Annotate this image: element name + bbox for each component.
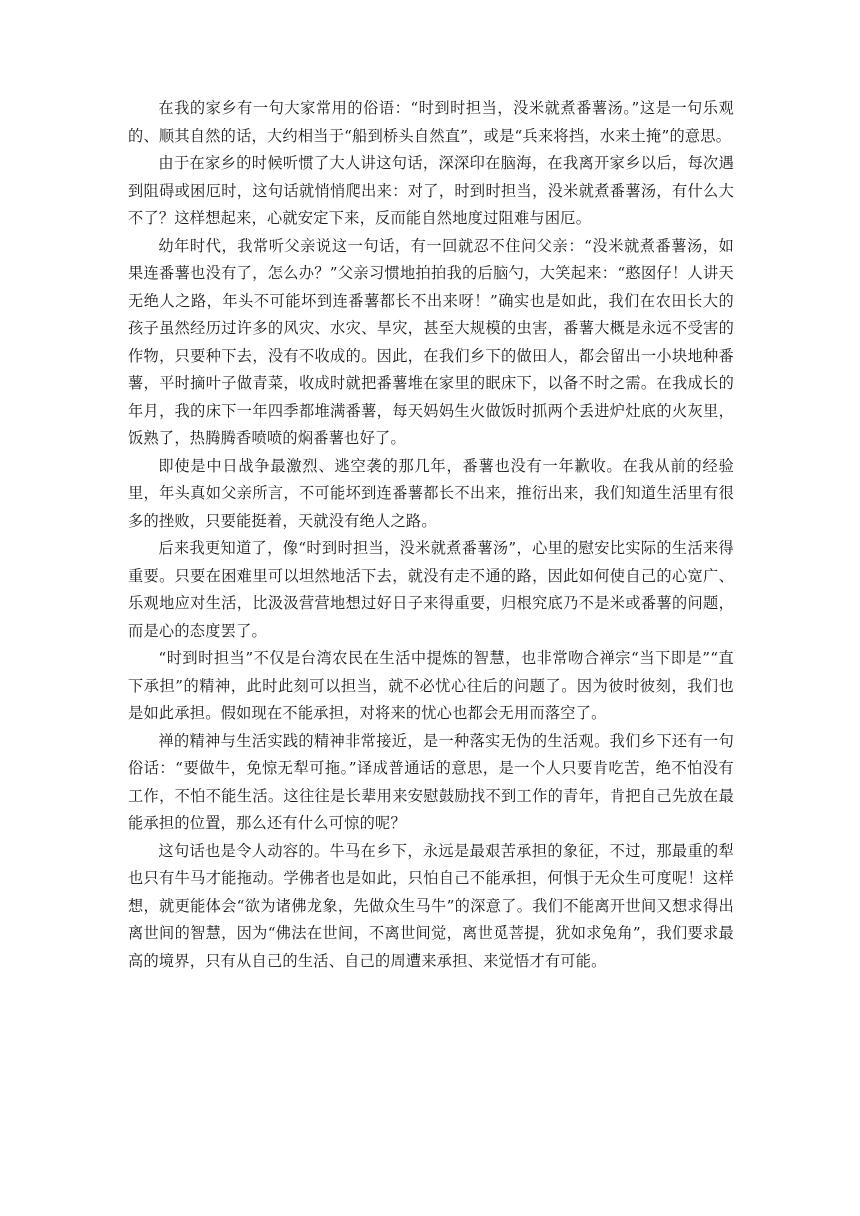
paragraph-4: 即使是中日战争最激烈、逃空袭的那几年，番薯也没有一年歉收。在我从前的经验里，年头真如父亲所言，不可能坏到连番薯都长不出来，推衍出来，我们知道生活里有很多的挫败，只要能挺着，天就没有绝人之路。 [128,456,734,530]
paragraph-7: 禅的精神与生活实践的精神非常接近，是一种落实无伪的生活观。我们乡下还有一句俗话：“要做牛，免惊无犁可拖。”译成普通话的意思，是一个人只要肯吃苦，绝不怕没有工作，不怕不能生活。这往往是长辈用来安慰鼓励找不到工作的青年，肯把自己先放在最能承担的位置，那么还有什么可惊的呢？ [128,731,734,832]
paragraph-5: 后来我更知道了，像“时到时担当，没米就煮番薯汤”，心里的慰安比实际的生活来得重要。只要在困难里可以坦然地活下去，就没有走不通的路，因此如何使自己的心宽广、乐观地应对生活，比汲汲营营地想过好日子来得重要，归根究底乃不是米或番薯的问题，而是心的态度罢了。 [128,539,734,640]
paragraph-2: 由于在家乡的时候听惯了大人讲这句话，深深印在脑海，在我离开家乡以后，每次遇到阻碍或困厄时，这句话就悄悄爬出来：对了，时到时担当，没米就煮番薯汤，有什么大不了？这样想起来，心就安定下来，反而能自然地度过阻难与困厄。 [128,154,734,227]
document-body [128,95,734,975]
paragraph-1: 在我的家乡有一句大家常用的俗语：“时到时担当，没米就煮番薯汤。”这是一句乐观的、顺其自然的话，大约相当于“船到桥头自然直”，或是“兵来将挡，水来土掩”的意思。 [128,99,734,145]
paragraph-8: 这句话也是令人动容的。牛马在乡下，永远是最艰苦承担的象征，不过，那最重的犁也只有牛马才能拖动。学佛者也是如此，只怕自己不能承担，何惧于无众生可度呢！这样想，就更能体会“欲为诸佛龙象，先做众生马牛”的深意了。我们不能离开世间又想求得出离世间的智慧，因为“佛法在世间，不离世间觉，离世觅菩提，犹如求兔角”，我们要求最高的境界，只有从自己的生活、自己的周遭来承担、来觉悟才有可能。 [128,841,734,970]
paragraph-6: “时到时担当”不仅是台湾农民在生活中提炼的智慧，也非常吻合禅宗“当下即是”“直下承担”的精神，此时此刻可以担当，就不必忧心往后的问题了。因为彼时彼刻，我们也是如此承担。假如现在不能承担，对将来的忧心也都会无用而落空了。 [128,649,734,722]
paragraph-3: 幼年时代，我常听父亲说这一句话，有一回就忍不住问父亲：“没米就煮番薯汤，如果连番薯也没有了，怎么办？”父亲习惯地拍拍我的后脑勺，大笑起来：“憨囡仔！人讲天无绝人之路，年头不可能坏到连番薯都长不出来呀！”确实也是如此，我们在农田长大的孩子虽然经历过许多的风灾、水灾、旱灾，甚至大规模的虫害，番薯大概是永远不受害的作物，只要种下去，没有不收成的。因此，在我们乡下的做田人，都会留出一小块地种番薯，平时摘叶子做青菜，收成时就把番薯堆在家里的眠床下，以备不时之需。在我成长的年月，我的床下一年四季都堆满番薯，每天妈妈生火做饭时抓两个丢进炉灶底的火灰里，饭熟了，热腾腾香喷喷的焖番薯也好了。 [128,236,734,447]
